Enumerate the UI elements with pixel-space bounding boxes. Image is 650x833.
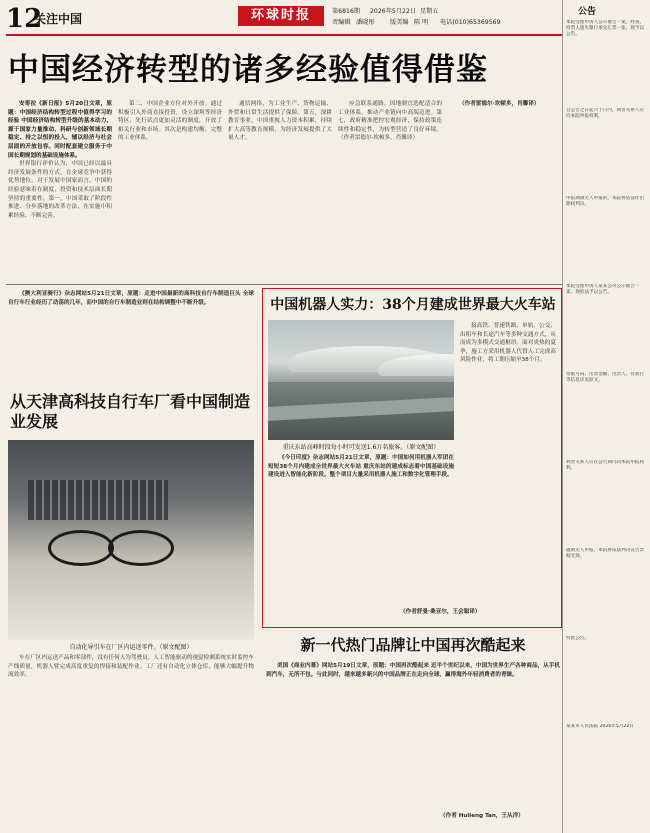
section-divider	[6, 284, 562, 285]
bike-headline: 从天津高科技自行车厂看中国制造业发展	[10, 392, 251, 431]
notice-item: 某某市人民法院 2026年5月22日	[566, 724, 634, 729]
main-byline: （作者雷德尔·坎顿多，肖馨译）	[459, 101, 540, 107]
designer-name: 陈 明	[414, 19, 429, 26]
issue-number: 第6816期	[332, 8, 361, 15]
main-col3: 通信网络，为工业生产、货物运输、外贸和日常生活提供了保障。第五，深耕教育事业。中国重视人力资本积累，持续扩大高等教育规模，为经济发展提供了大量人才。	[228, 101, 332, 142]
notice-item: 票据号码、出票金额、出票人、付款行等信息详见原文。	[566, 372, 645, 384]
brand-headline: 新一代热门品牌让中国再次酷起来	[300, 636, 526, 654]
bike-lead-block	[8, 290, 254, 390]
factory-photo	[8, 440, 254, 640]
rail-body-block	[268, 454, 454, 614]
header-rule	[6, 34, 562, 36]
rail-photo-caption: 重庆东站高峰时段每小时可发送1.6万名旅客。（原文配图）	[282, 444, 440, 451]
article-column	[118, 100, 222, 280]
bike-body-block	[8, 654, 254, 826]
sidebar-divider	[562, 0, 563, 833]
brand-body: 美国《商业内幕》网站5月19日文章，原题：中国再次酷起来 近半个世纪以来，中国为世界生产各种商品，从手机到汽车，无所不包。与此同时，越来越多新兴的中国品牌正在走向全球，赢得海外年轻消费者的青睐。	[266, 663, 560, 678]
article-column	[448, 100, 558, 280]
masthead-logo: 环球时报	[238, 6, 324, 26]
section-name: 关注中国	[34, 12, 83, 26]
notice-item: 逾期无人申报，本院将依法判决宣告票据无效。	[566, 548, 645, 560]
brand-body-block	[266, 662, 560, 812]
rail-headline: 中国机器人实力：38个月建成世界最大火车站	[270, 297, 556, 313]
issue-date: 2026年5月22日	[370, 8, 417, 15]
notice-item: 特此公告。	[566, 636, 589, 641]
bike-lead: 《澳大利亚骑行》杂志网站5月21日文章，原题：走进中国最新的高科技自行车制造巨头 全球自行车行业经历了动荡的几年，而中国的自行车制造业则在结构调整中不断升级。	[8, 291, 254, 306]
rail-body: 《今日印度》杂志网站5月21日文章，原题：中国如何用机器人军团在短短38个月内建成全世界最大火车站 重庆东站的建成标志着中国基础设施建设进入智能化新阶段。整个项目大量采用机器人施工和数字化管理手段。	[268, 455, 454, 479]
main-col2: 第二，中国企业方位对外开放。通过积极引入外商直接投资，设立深圳等经济特区，先行试点更加灵活的制度，开放了相关行业和市场。其次是构建均衡、完整的工业体系。	[118, 101, 222, 142]
page-number: 12	[6, 4, 43, 34]
rail-right-text: 接高铁、普速铁路、单轨、公交、出租车和长途汽车等多种交通方式，从而成为多模式交通枢纽。面对炎热的夏季，施工方采用机器人代替人工完成高风险作业，将工期压缩至38个月。	[460, 323, 556, 364]
main-col1: 世界银行评价认为，中国已经以最具经济发展条件的方式，在全球竞争中获得优势地位。对于发展中国家而言，中国的经验意味着在制度、投资和技术层面长期坚持的重要性。第一，中国采取了阶段性推进、分步落地的改革方法，在实施中积累经验、不断完善。	[8, 161, 112, 219]
rail-byline: （作者舒曼·桑亚尔，王会聪译）	[400, 609, 481, 615]
editor-name: 潘晓彤	[356, 19, 375, 26]
editor-label: 责编辑	[332, 19, 351, 26]
brand-byline: （作者 Huileng Tan，王从洋）	[440, 813, 524, 819]
notice-item: 申报期满无人申报的，本院将依法作出除权判决。	[566, 196, 645, 208]
issue-weekday: 星期五	[420, 8, 439, 15]
notice-title: 公告	[578, 7, 597, 17]
photo-bike-wheel	[48, 530, 114, 566]
station-photo	[268, 320, 454, 440]
rail-right-column	[460, 322, 556, 618]
phone: 电话(010)65369569	[440, 19, 501, 26]
bike-photo-caption: 自动化导引车在厂区内运送零件。（原文配图）	[69, 644, 193, 651]
photo-bike-wheel	[108, 530, 174, 566]
article-column	[228, 100, 332, 280]
main-col4: 应急联系通路，因地制宜选配适合的工业体系，推动产业链向中高端迈进。第七，政府精准把控宏观经济，保持政策连续性和稳定性，为转型营造了良好环境。（作者雷德尔·坎顿多，肖馨译）	[338, 101, 442, 142]
article-column	[338, 100, 442, 280]
notice-item: 利害关系人应在公告期内向本院申报权利。	[566, 460, 645, 472]
notice-item: 本院受理申请人某某公司公示催告一案，现依法予以公告。	[566, 284, 640, 296]
designer-label: 版美编	[390, 19, 409, 26]
main-lead: 安哥拉《新日报》5月20日文章，原题：中国经济结构转型过程中值得学习的经验 中国经济结构转型升级的基本动力，源于国家力量推动、科研与创新领域长期稳定、持之以恒的投入，辅以经济与社会层面的开放包容。同时配套建立服务于中国长期规划的基础设施体系。	[8, 101, 112, 159]
bike-body: 车在厂区内运送产品和零部件，没有任何人为驾驶员。人工智能驱动的视觉检测系统实时监控车产线质量，机器人臂完成高度重复的焊接和装配作业。工厂还有自动化立体仓库，能够大幅提升物流效率。	[8, 655, 254, 679]
main-headline: 中国经济转型的诸多经验值得借鉴	[8, 52, 488, 88]
notice-item: 本院受理申请人公示催告一案，经查，持票人遗失银行承兑汇票一张，现予以公告。	[566, 20, 645, 38]
notice-item: 自公告之日起六十日内，利害关系人应向本院申报权利。	[566, 108, 645, 120]
photo-shelving	[28, 480, 168, 520]
article-column	[8, 100, 112, 280]
